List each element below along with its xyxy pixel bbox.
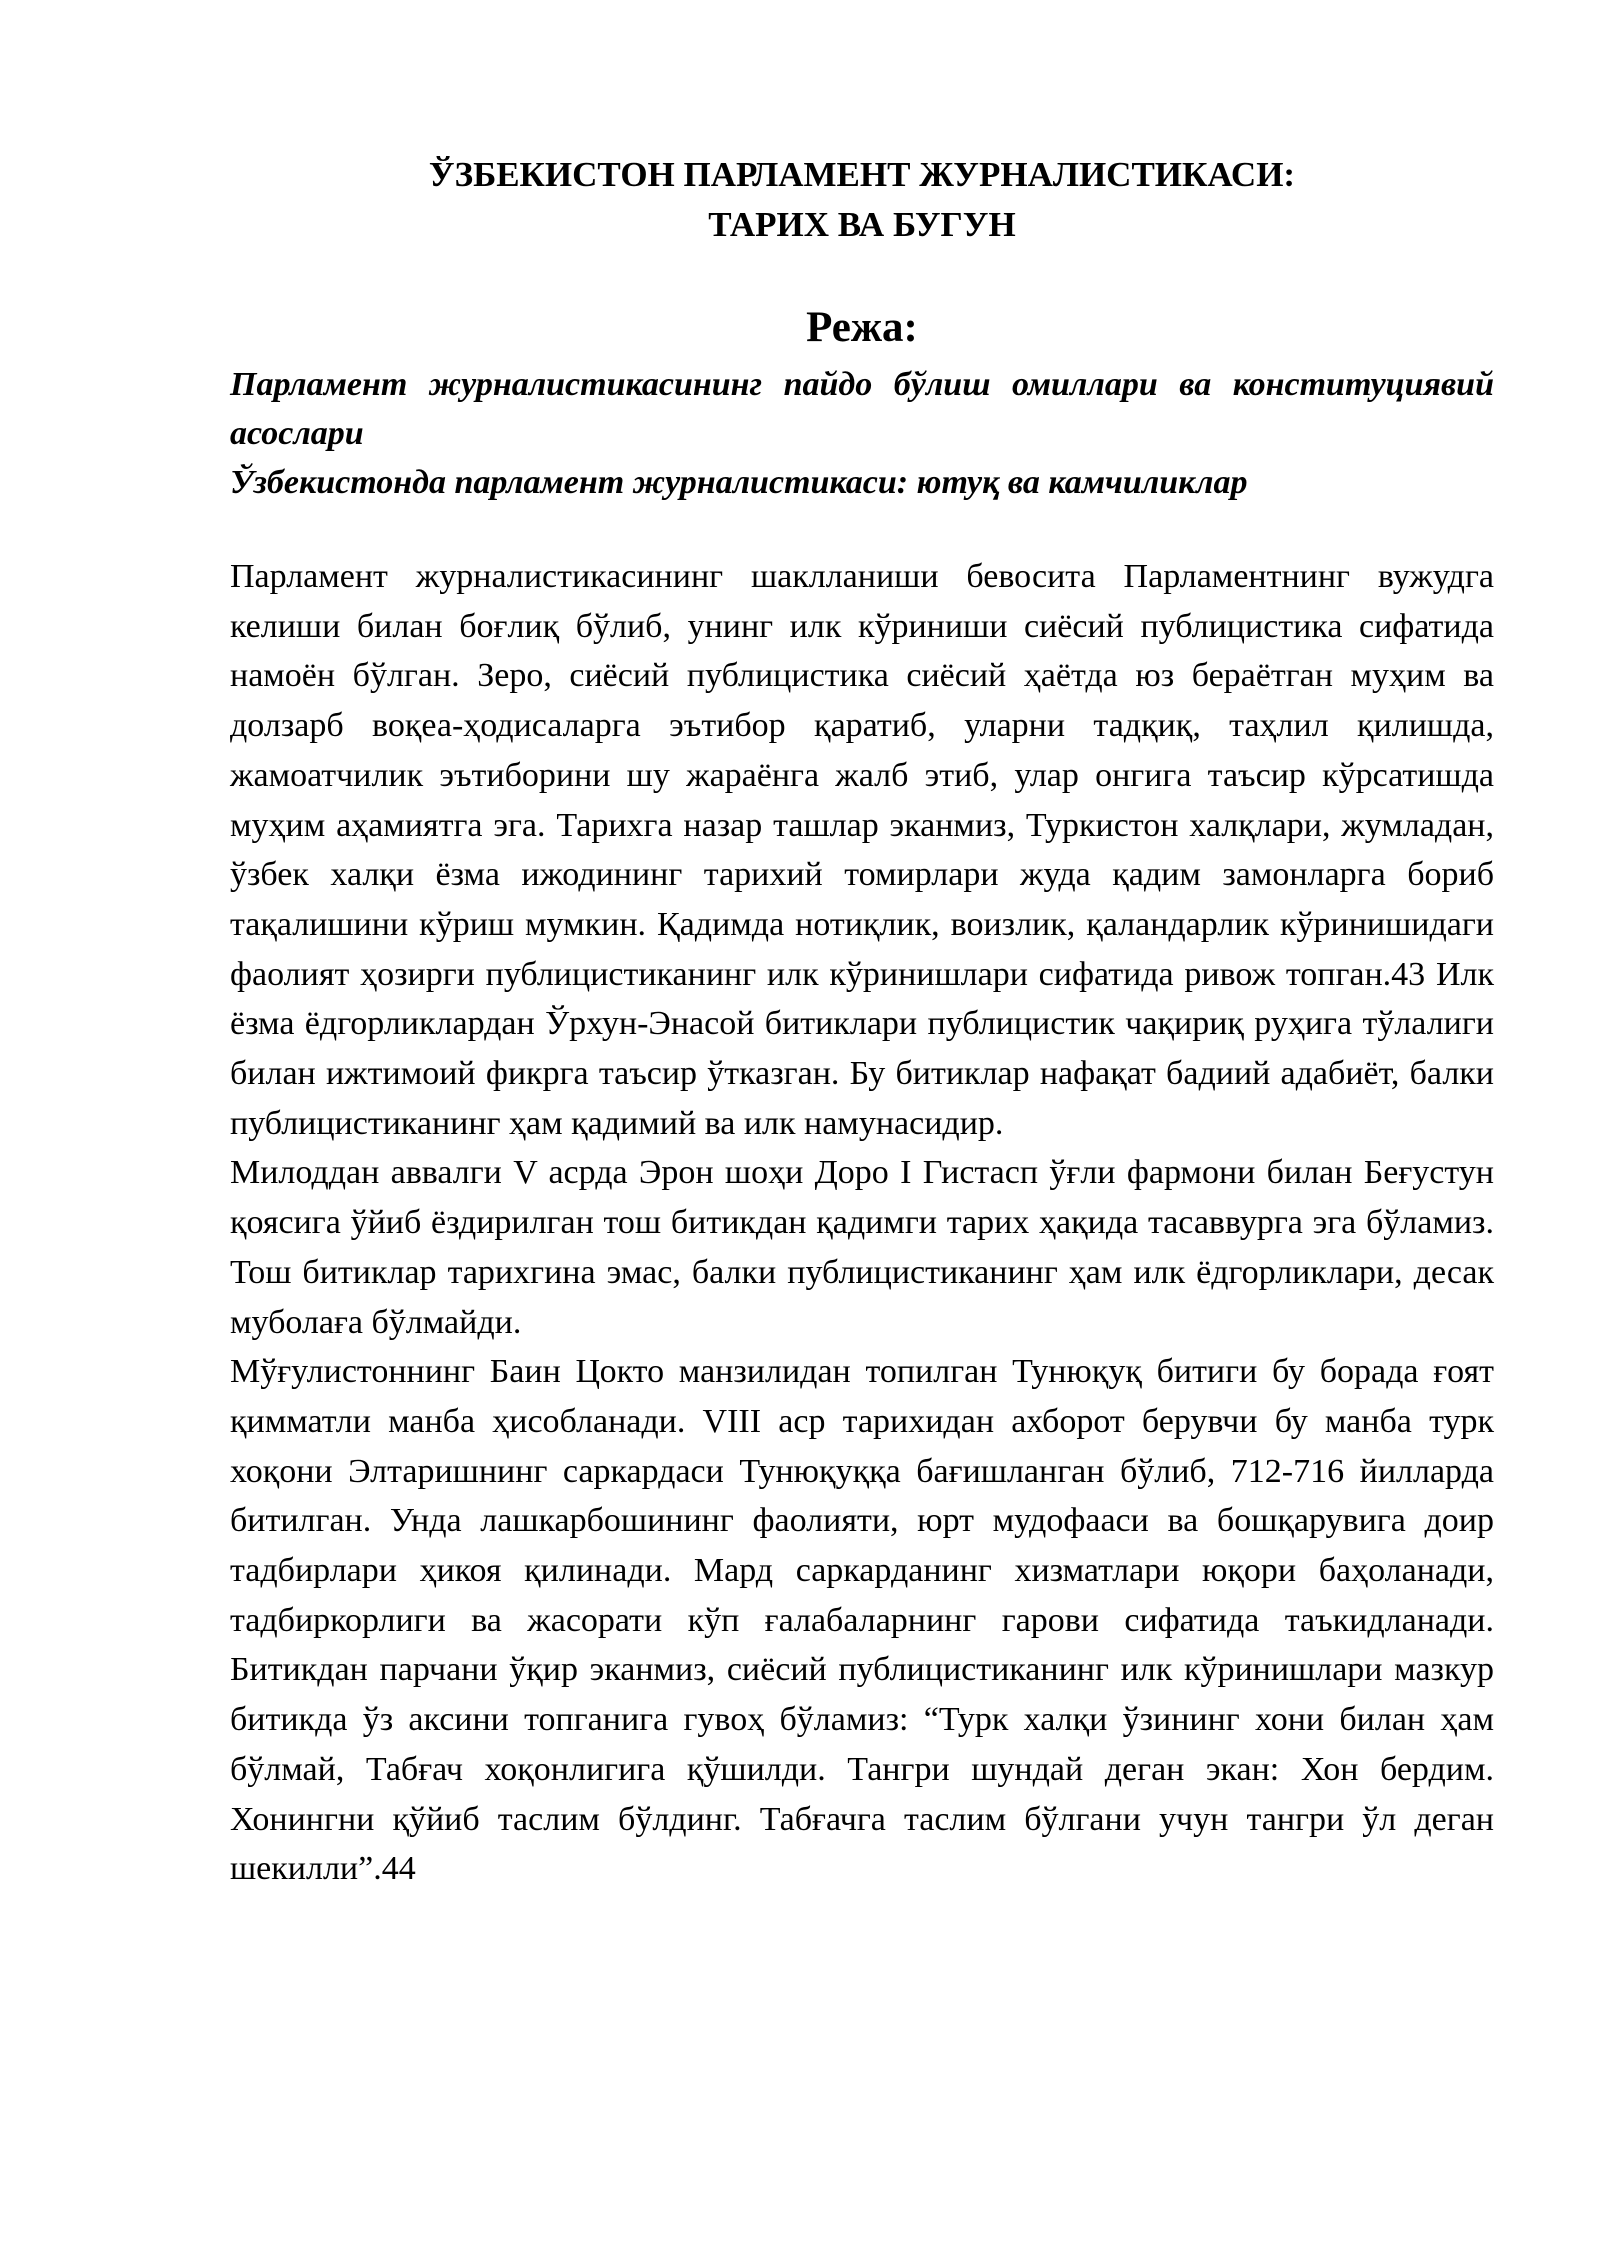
document-title-line-1: ЎЗБЕКИСТОН ПАРЛАМЕНТ ЖУРНАЛИСТИКАСИ: <box>428 155 1296 194</box>
plan-list <box>230 360 1494 507</box>
plan-heading: Режа: <box>806 304 918 351</box>
body-text <box>230 552 1494 1894</box>
plan-item: Парламент журналистикасининг пайдо бўлиш омиллари ва конституциявий асослари <box>230 366 1494 452</box>
document-title <box>230 150 1494 250</box>
paragraph: Мўғулистоннинг Баин Цокто манзилидан топилган Тунюқуқ битиги бу борада ғоят қимматли манба ҳисобланади. VIII аср тарихидан ахборот берувчи бу манба турк хоқони Элтаришнинг саркардаси Тунюқуққа бағишланган бўлиб, 712-716 йилларда битилган. Унда лашкарбошининг фаолияти, юрт мудофааси ва бошқарувига доир тадбирлари ҳикоя қилинади. Мард саркарданинг хизматлари юқори баҳоланади, тадбиркорлиги ва жасорати кўп ғалабаларнинг гарови сифатида таъкидланади. Битикдан парчани ўқир эканмиз, сиёсий публицистиканинг илк кўринишлари мазкур битикда ўз аксини топганига гувоҳ бўламиз: “Турк халқи ўзининг хони билан ҳам бўлмай, Табғач хоқонлигига қўшилди. Тангри шундай деган экан: Хон бердим. Хонингни қўйиб таслим бўлдинг. Табғачга таслим бўлгани учун тангри ўл деган шекилли”.44 <box>230 1353 1494 1888</box>
paragraph: Парламент журналистикасининг шаклланиши бевосита Парламентнинг вужудга келиши билан боғлиқ бўлиб, унинг илк кўриниши сиёсий публицистика сифатида намоён бўлган. Зеро, сиёсий публицистика сиёсий ҳаётда юз бераётган муҳим ва долзарб воқеа-ҳодисаларга эътибор қаратиб, уларни тадқиқ, таҳлил қилишда, жамоатчилик эътиборини шу жараёнга жалб этиб, улар онгига таъсир кўрсатишда муҳим аҳамиятга эга. Тарихга назар ташлар эканмиз, Туркистон халқлари, жумладан, ўзбек халқи ёзма ижодининг тарихий томирлари жуда қадим замонларга бориб тақалишини кўриш мумкин. Қадимда нотиқлик, воизлик, қаландарлик кўринишидаги фаолият ҳозирги публицистиканинг илк кўринишлари сифатида ривож топган.43 Илк ёзма ёдгорликлардан Ўрхун-Энасой битиклари публицистик чақириқ руҳига тўлалиги билан ижтимоий фикрга таъсир ўтказган. Бу битиклар нафақат бадиий адабиёт, балки публицистиканинг ҳам қадимий ва илк намунасидир. <box>230 558 1494 1142</box>
paragraph: Милоддан аввалги V асрда Эрон шоҳи Доро I Гистасп ўғли фармони билан Беғустун қоясига ўйиб ёздирилган тош битикдан қадимги тарих ҳақида тасаввурга эга бўламиз. Тош битиклар тарихгина эмас, балки публицистиканинг ҳам илк ёдгорликлари, десак муболаға бўлмайди. <box>230 1154 1494 1341</box>
plan-item: Ўзбекистонда парламент журналистикаси: ютуқ ва камчиликлар <box>230 464 1248 501</box>
document-title-line-2: ТАРИХ ВА БУГУН <box>708 205 1016 244</box>
